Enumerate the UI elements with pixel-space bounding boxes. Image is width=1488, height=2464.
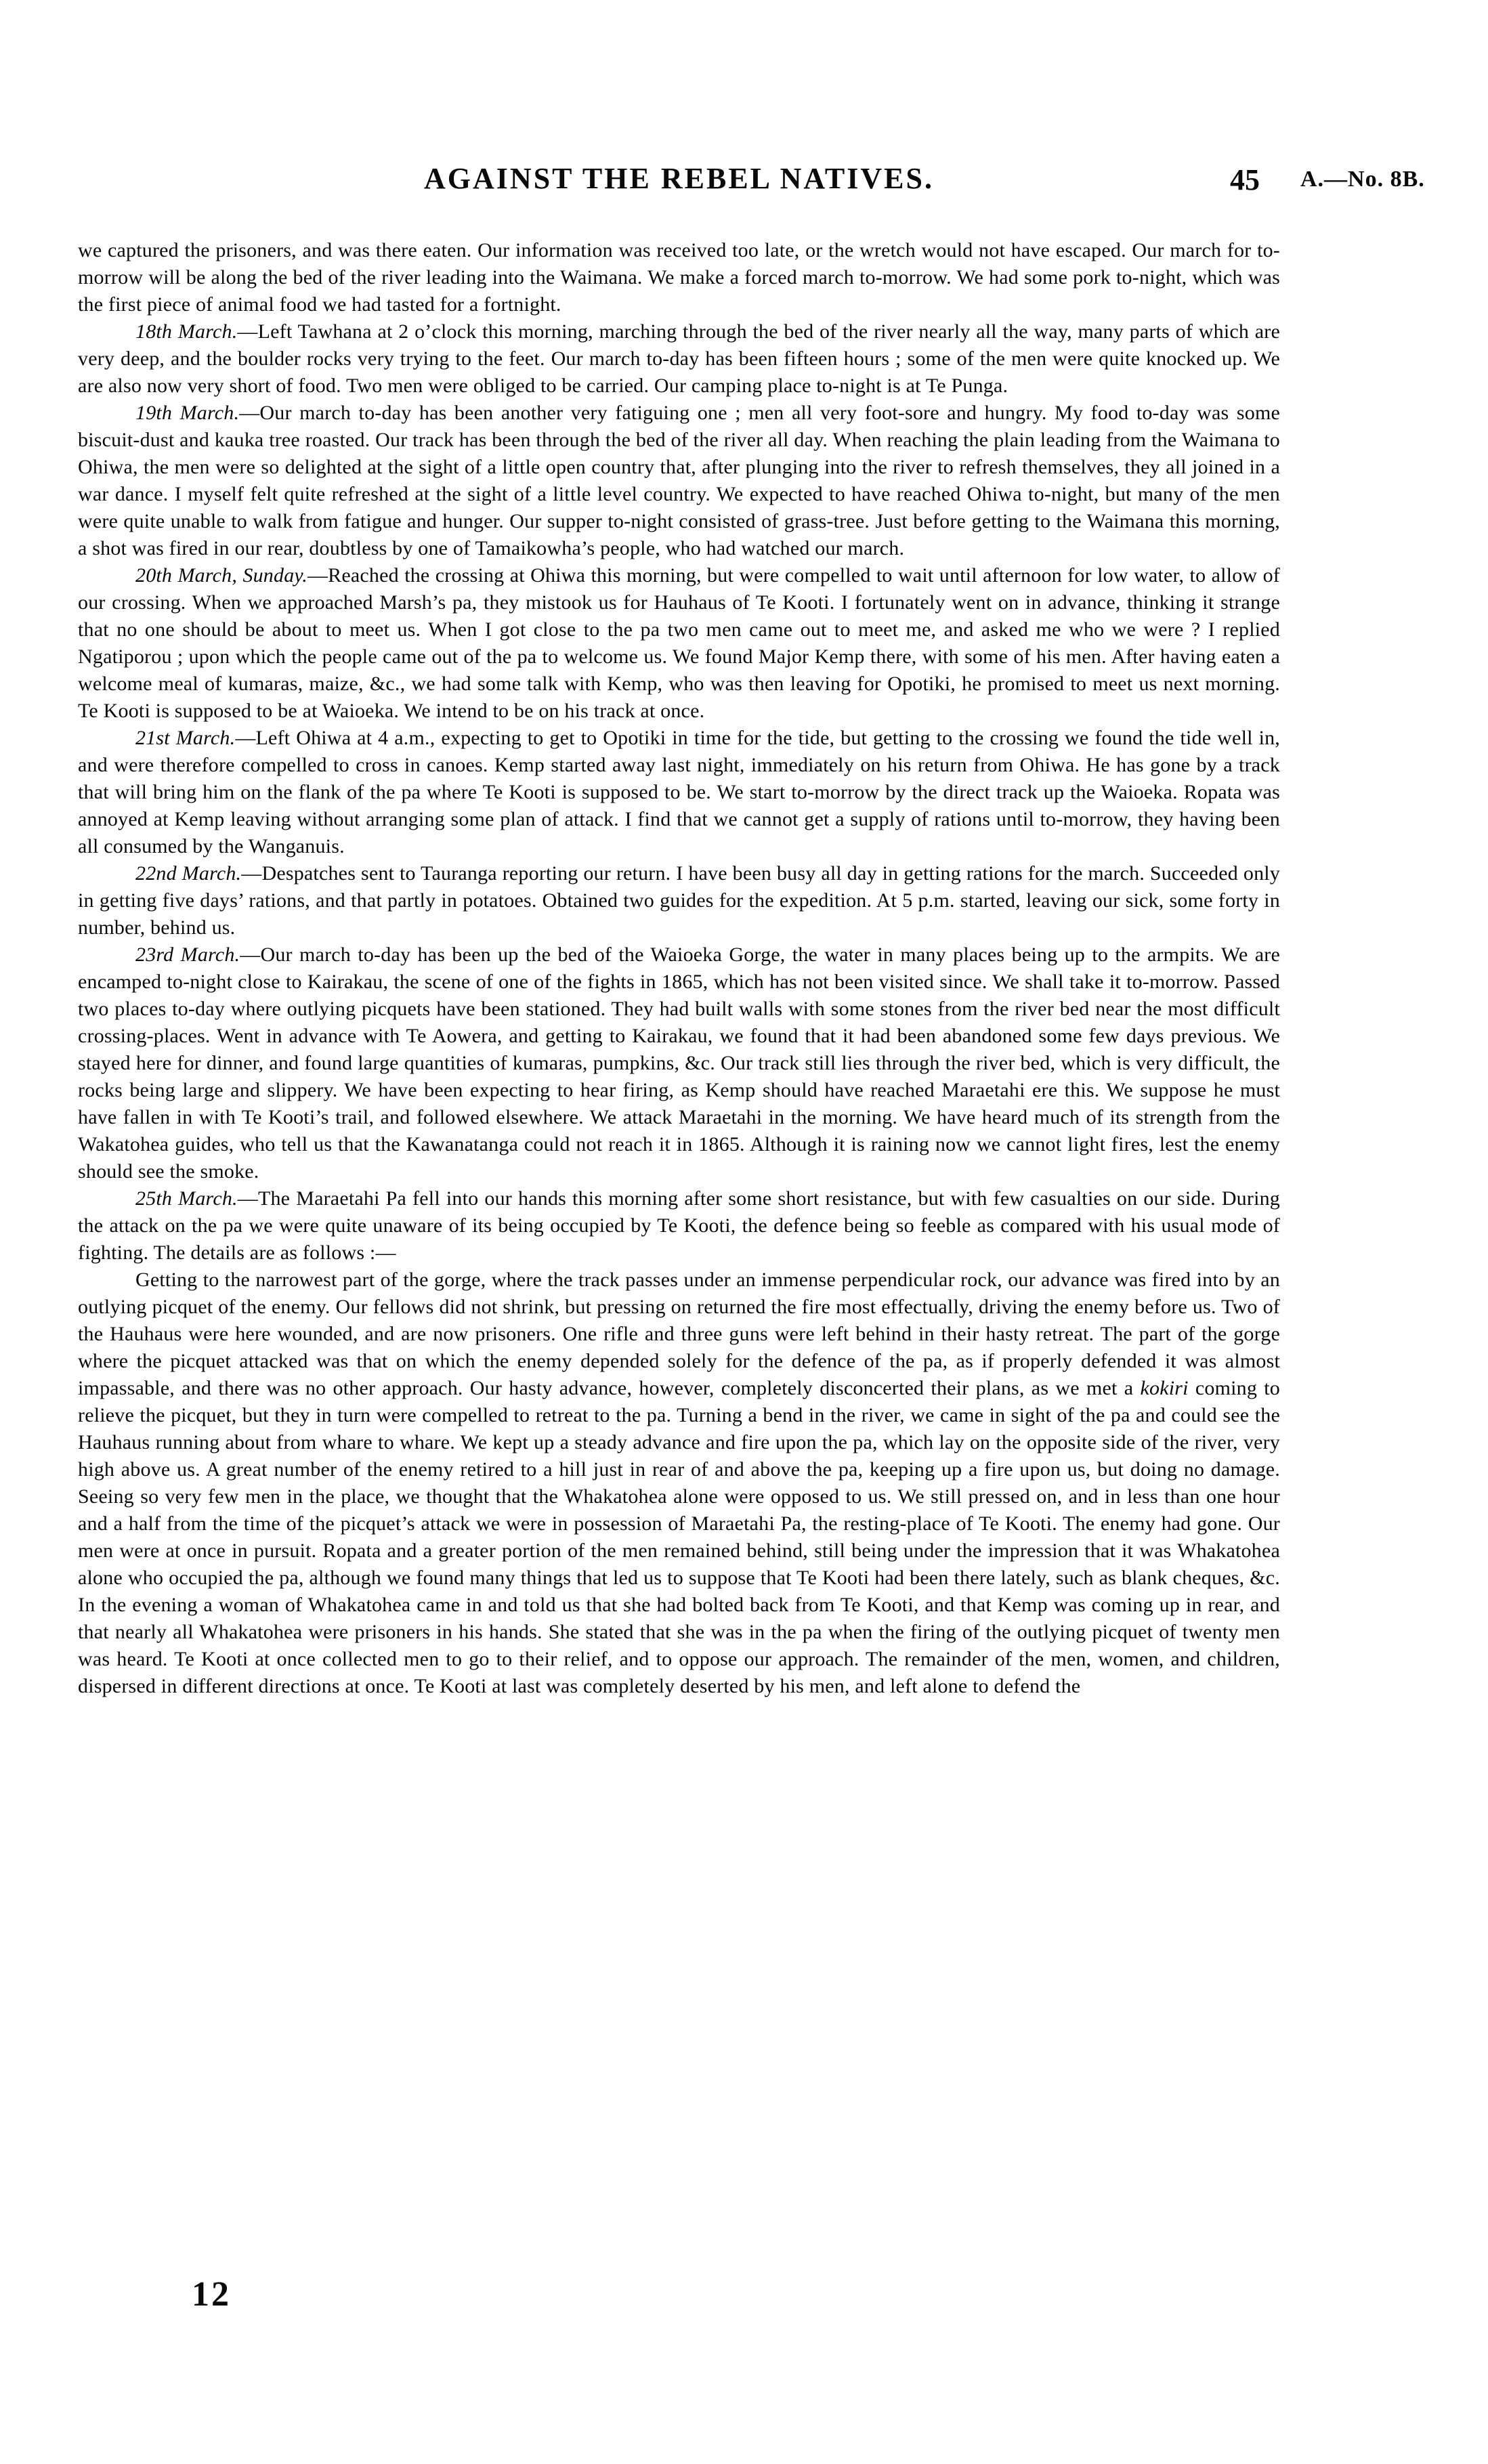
paragraph-text: —Our march to-day has been up the bed of the Waioeka Gorge, the water in many places being up to the armpits. We are encamped to-night close to Kairakau, the scene of one of the fights in 1865, which has not been visited since. We shall take it to-morrow. Passed two places to-day where outlying picquets have been stationed. They had built walls with some stones from the river bed near the most difficult crossing-places. Went in advance with Te Aowera, and getting to Kairakau, we found that it had been abandoned some few days previous. We stayed here for dinner, and found large quantities of kumaras, pumpkins, &c. Our track still lies through the river bed, which is very difficult, the rocks being large and slippery. We have been expecting to hear firing, as Kemp should have reached Maraetahi ere this. We suppose he must have fallen in with Te Kooti’s trail, and followed elsewhere. We attack Maraetahi in the morning. We have heard much of its strength from the Wakatohea guides, who tell us that the Kawanatanga could not reach it in 1865. Although it is raining now we cannot light fires, lest the enemy should see the smoke. (78, 943, 1280, 1183)
italic-text: 18th March. (135, 320, 238, 343)
italic-text: 21st March. (135, 727, 236, 749)
italic-text: kokiri (1140, 1377, 1189, 1399)
paragraph (78, 860, 1280, 941)
paragraph-text: —Left Tawhana at 2 o’clock this morning, marching through the bed of the river nearly all the way, many parts of which are very deep, and the boulder rocks very trying to the feet. Our march to-day has been fifteen hours ; some of the men were quite knocked up. We are also now very short of food. Two men were obliged to be carried. Our camping place to-night is at Te Punga. (78, 320, 1280, 397)
paragraph (78, 941, 1280, 1185)
paragraph-text: Getting to the narrowest part of the gorge, where the track passes under an immense perpendicular rock, our advance was fired into by an outlying picquet of the enemy. Our fellows did not shrink, but pressing on returned the fire most effectually, driving the enemy before us. Two of the Hauhaus were here wounded, and are now prisoners. One rifle and three guns were left behind in their hasty retreat. The part of the gorge where the picquet attacked was that on which the enemy depended solely for the defence of the pa, as if properly defended it was almost impassable, and there was no other approach. Our hasty advance, however, completely disconcerted their plans, as we met a (78, 1269, 1280, 1399)
paragraph (78, 1267, 1280, 1700)
signature-mark: 12 (192, 2275, 231, 2314)
italic-text: 20th March, Sunday. (135, 564, 307, 587)
paragraph (78, 725, 1280, 860)
paragraph (78, 237, 1280, 318)
italic-text: 25th March. (135, 1187, 238, 1210)
page-number: 45 (1230, 163, 1260, 196)
page-title: AGAINST THE REBEL NATIVES. (424, 162, 934, 195)
document-body (78, 237, 1280, 1700)
italic-text: 22nd March. (135, 862, 242, 885)
italic-text: 23rd March. (135, 943, 240, 966)
paragraph-text: coming to relieve the picquet, but they in turn were compelled to retreat to the pa. Turning a bend in the river, we came in sight of the pa and could see the Hauhaus running about from whare to whare. We kept up a steady advance and fire upon the pa, which lay on the opposite side of the river, very high above us. A great number of the enemy retired to a hill just in rear of and above the pa, keeping up a fire upon us, but doing no damage. Seeing so very few men in the place, we thought that the Whakatohea alone were opposed to us. We still pressed on, and in less than one hour and a half from the time of the picquet’s attack we were in possession of Maraetahi Pa, the resting-place of Te Kooti. The enemy had gone. Our men were at once in pursuit. Ropata and a greater portion of the men remained behind, still being under the impression that it was Whakatohea alone who occupied the pa, although we found many things that led us to suppose that Te Kooti had been there lately, such as blank cheques, &c. In the evening a woman of Whakatohea came in and told us that she had bolted back from Te Kooti, and that Kemp was coming up in rear, and that nearly all Whakatohea were prisoners in his hands. She stated that she was in the pa when the firing of the outlying picquet of twenty men was heard. Te Kooti at once collected men to go to their relief, and to oppose our approach. The remainder of the men, women, and children, dispersed in different directions at once. Te Kooti at last was completely deserted by his men, and left alone to defend the (78, 1377, 1280, 1697)
paragraph (78, 318, 1280, 400)
paragraph (78, 400, 1280, 562)
doc-ref: A.—No. 8B. (1300, 167, 1425, 192)
paragraph-text: we captured the prisoners, and was there eaten. Our information was received too late, or the wretch would not have escaped. Our march for to-morrow will be along the bed of the river leading into the Waimana. We make a forced march to-morrow. We had some pork to-night, which was the first piece of animal food we had tasted for a fortnight. (78, 239, 1280, 316)
paragraph-text: —Left Ohiwa at 4 a.m., expecting to get to Opotiki in time for the tide, but getting to the crossing we found the tide well in, and were therefore compelled to cross in canoes. Kemp started away last night, immediately on his return from Ohiwa. He has gone by a track that will bring him on the flank of the pa where Te Kooti is supposed to be. We start to-morrow by the direct track up the Waioeka. Ropata was annoyed at Kemp leaving without arranging some plan of attack. I find that we cannot get a supply of rations until to-morrow, they having been all consumed by the Wanganuis. (78, 727, 1281, 857)
italic-text: 19th March. (135, 402, 240, 424)
paragraph-text: —Despatches sent to Tauranga reporting our return. I have been busy all day in getting rations for the march. Succeeded only in getting five days’ rations, and that partly in potatoes. Obtained two guides for the expedition. At 5 p.m. started, leaving our sick, some forty in number, behind us. (78, 862, 1281, 939)
paragraph-text: —Our march to-day has been another very fatiguing one ; men all very foot-sore and hungry. My food to-day was some biscuit-dust and kauka tree roasted. Our track has been through the bed of the river all day. When reaching the plain leading from the Waimana to Ohiwa, the men were so delighted at the sight of a little open country that, after plunging into the river to refresh themselves, they all joined in a war dance. I myself felt quite refreshed at the sight of a little level country. We expected to have reached Ohiwa to-night, but many of the men were quite unable to walk from fatigue and hunger. Our supper to-night consisted of grass-tree. Just before getting to the Waimana this morning, a shot was fired in our rear, doubtless by one of Tamaikowha’s people, who had watched our march. (78, 402, 1280, 559)
paragraph (78, 1185, 1280, 1267)
paragraph (78, 562, 1280, 725)
paragraph-text: —The Maraetahi Pa fell into our hands this morning after some short resistance, but with few casualties on our side. During the attack on the pa we were quite unaware of its being occupied by Te Kooti, the defence being so feeble as compared with his usual mode of fighting. The details are as follows :— (78, 1187, 1281, 1264)
page-header (78, 161, 1425, 209)
paragraph-text: —Reached the crossing at Ohiwa this morning, but were compelled to wait until afternoon for low water, to allow of our crossing. When we approached Marsh’s pa, they mistook us for Hauhaus of Te Kooti. I fortunately went on in advance, thinking it strange that no one should be about to meet us. When I got close to the pa two men came out to meet me, and asked me who we were ? I replied Ngatiporou ; upon which the people came out of the pa to welcome us. We found Major Kemp there, with some of his men. After having eaten a welcome meal of kumaras, maize, &c., we had some talk with Kemp, who was then leaving for Opotiki, he promised to meet us next morning. Te Kooti is supposed to be at Waioeka. We intend to be on his track at once. (78, 564, 1281, 722)
